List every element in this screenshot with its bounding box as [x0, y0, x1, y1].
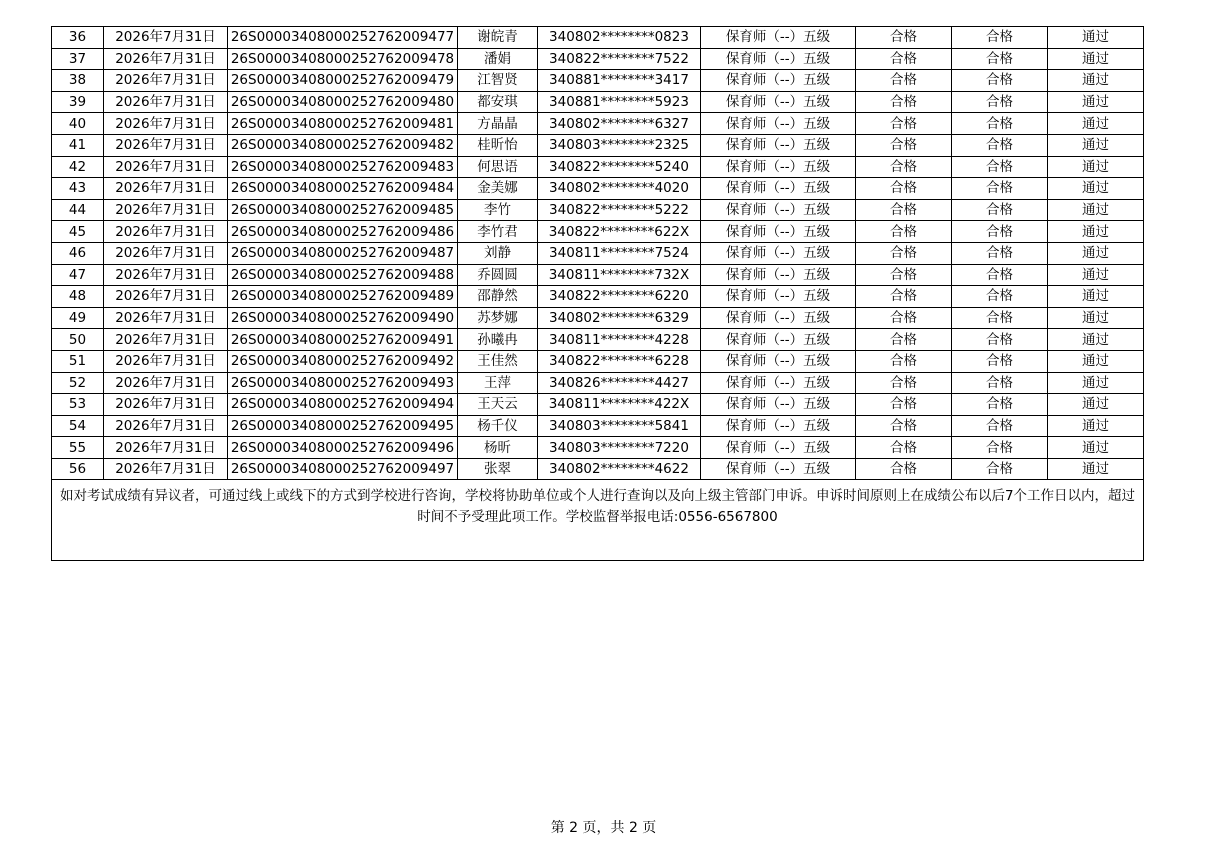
certificate-number-cell: 26S00003408000252762009489	[228, 286, 458, 308]
theory-result-cell: 合格	[856, 350, 952, 372]
overall-result-cell: 通过	[1048, 307, 1144, 329]
theory-result-cell: 合格	[856, 415, 952, 437]
exam-date-cell: 2026年7月31日	[104, 221, 228, 243]
exam-date-cell: 2026年7月31日	[104, 91, 228, 113]
row-number-cell: 50	[52, 329, 104, 351]
id-number-cell: 340802********6329	[538, 307, 701, 329]
overall-result-cell: 通过	[1048, 242, 1144, 264]
skill-result-cell: 合格	[952, 307, 1048, 329]
theory-result-cell: 合格	[856, 70, 952, 92]
occupation-level-cell: 保育师（--）五级	[701, 178, 856, 200]
exam-date-cell: 2026年7月31日	[104, 307, 228, 329]
overall-result-cell: 通过	[1048, 91, 1144, 113]
id-number-cell: 340803********5841	[538, 415, 701, 437]
exam-date-cell: 2026年7月31日	[104, 264, 228, 286]
id-number-cell: 340822********7522	[538, 48, 701, 70]
row-number-cell: 38	[52, 70, 104, 92]
theory-result-cell: 合格	[856, 48, 952, 70]
row-number-cell: 51	[52, 350, 104, 372]
id-number-cell: 340811********422X	[538, 394, 701, 416]
table-row	[52, 242, 1144, 264]
certificate-number-cell: 26S00003408000252762009482	[228, 134, 458, 156]
exam-date-cell: 2026年7月31日	[104, 415, 228, 437]
id-number-cell: 340826********4427	[538, 372, 701, 394]
skill-result-cell: 合格	[952, 27, 1048, 49]
skill-result-cell: 合格	[952, 199, 1048, 221]
certificate-number-cell: 26S00003408000252762009493	[228, 372, 458, 394]
id-number-cell: 340802********4020	[538, 178, 701, 200]
theory-result-cell: 合格	[856, 91, 952, 113]
theory-result-cell: 合格	[856, 264, 952, 286]
skill-result-cell: 合格	[952, 113, 1048, 135]
page-number-footer: 第 2 页，共 2 页	[550, 820, 657, 836]
exam-date-cell: 2026年7月31日	[104, 329, 228, 351]
table-row	[52, 372, 1144, 394]
id-number-cell: 340822********6228	[538, 350, 701, 372]
theory-result-cell: 合格	[856, 329, 952, 351]
candidate-name-cell: 都安琪	[458, 91, 538, 113]
id-number-cell: 340802********6327	[538, 113, 701, 135]
overall-result-cell: 通过	[1048, 372, 1144, 394]
table-row	[52, 286, 1144, 308]
occupation-level-cell: 保育师（--）五级	[701, 437, 856, 459]
row-number-cell: 56	[52, 458, 104, 480]
certificate-number-cell: 26S00003408000252762009480	[228, 91, 458, 113]
theory-result-cell: 合格	[856, 307, 952, 329]
row-number-cell: 41	[52, 134, 104, 156]
candidate-name-cell: 李竹	[458, 199, 538, 221]
certificate-number-cell: 26S00003408000252762009488	[228, 264, 458, 286]
certificate-number-cell: 26S00003408000252762009481	[228, 113, 458, 135]
table-row	[52, 178, 1144, 200]
theory-result-cell: 合格	[856, 394, 952, 416]
exam-date-cell: 2026年7月31日	[104, 113, 228, 135]
occupation-level-cell: 保育师（--）五级	[701, 70, 856, 92]
candidate-name-cell: 方晶晶	[458, 113, 538, 135]
id-number-cell: 340803********7220	[538, 437, 701, 459]
occupation-level-cell: 保育师（--）五级	[701, 27, 856, 49]
occupation-level-cell: 保育师（--）五级	[701, 91, 856, 113]
skill-result-cell: 合格	[952, 350, 1048, 372]
row-number-cell: 42	[52, 156, 104, 178]
table-row	[52, 27, 1144, 49]
row-number-cell: 36	[52, 27, 104, 49]
theory-result-cell: 合格	[856, 199, 952, 221]
occupation-level-cell: 保育师（--）五级	[701, 307, 856, 329]
overall-result-cell: 通过	[1048, 178, 1144, 200]
row-number-cell: 47	[52, 264, 104, 286]
overall-result-cell: 通过	[1048, 329, 1144, 351]
theory-result-cell: 合格	[856, 242, 952, 264]
id-number-cell: 340822********6220	[538, 286, 701, 308]
exam-date-cell: 2026年7月31日	[104, 70, 228, 92]
row-number-cell: 55	[52, 437, 104, 459]
candidate-name-cell: 王佳然	[458, 350, 538, 372]
table-row	[52, 113, 1144, 135]
overall-result-cell: 通过	[1048, 48, 1144, 70]
skill-result-cell: 合格	[952, 415, 1048, 437]
occupation-level-cell: 保育师（--）五级	[701, 221, 856, 243]
skill-result-cell: 合格	[952, 329, 1048, 351]
row-number-cell: 46	[52, 242, 104, 264]
theory-result-cell: 合格	[856, 178, 952, 200]
skill-result-cell: 合格	[952, 458, 1048, 480]
certificate-number-cell: 26S00003408000252762009496	[228, 437, 458, 459]
certificate-number-cell: 26S00003408000252762009478	[228, 48, 458, 70]
occupation-level-cell: 保育师（--）五级	[701, 48, 856, 70]
candidate-name-cell: 苏梦娜	[458, 307, 538, 329]
table-row	[52, 437, 1144, 459]
overall-result-cell: 通过	[1048, 394, 1144, 416]
table-row	[52, 458, 1144, 480]
occupation-level-cell: 保育师（--）五级	[701, 134, 856, 156]
occupation-level-cell: 保育师（--）五级	[701, 415, 856, 437]
row-number-cell: 49	[52, 307, 104, 329]
candidate-name-cell: 孙曦冉	[458, 329, 538, 351]
certificate-number-cell: 26S00003408000252762009490	[228, 307, 458, 329]
id-number-cell: 340802********4622	[538, 458, 701, 480]
occupation-level-cell: 保育师（--）五级	[701, 394, 856, 416]
certificate-number-cell: 26S00003408000252762009484	[228, 178, 458, 200]
certificate-number-cell: 26S00003408000252762009495	[228, 415, 458, 437]
skill-result-cell: 合格	[952, 70, 1048, 92]
candidate-name-cell: 邵静然	[458, 286, 538, 308]
id-number-cell: 340822********5240	[538, 156, 701, 178]
row-number-cell: 40	[52, 113, 104, 135]
id-number-cell: 340822********622X	[538, 221, 701, 243]
occupation-level-cell: 保育师（--）五级	[701, 350, 856, 372]
certificate-number-cell: 26S00003408000252762009491	[228, 329, 458, 351]
overall-result-cell: 通过	[1048, 286, 1144, 308]
overall-result-cell: 通过	[1048, 199, 1144, 221]
theory-result-cell: 合格	[856, 134, 952, 156]
overall-result-cell: 通过	[1048, 134, 1144, 156]
table-body	[52, 27, 1144, 480]
results-table	[51, 26, 1144, 561]
skill-result-cell: 合格	[952, 134, 1048, 156]
overall-result-cell: 通过	[1048, 113, 1144, 135]
table-row	[52, 307, 1144, 329]
id-number-cell: 340822********5222	[538, 199, 701, 221]
candidate-name-cell: 金美娜	[458, 178, 538, 200]
candidate-name-cell: 江智贤	[458, 70, 538, 92]
overall-result-cell: 通过	[1048, 70, 1144, 92]
theory-result-cell: 合格	[856, 27, 952, 49]
candidate-name-cell: 刘静	[458, 242, 538, 264]
candidate-name-cell: 乔圆圆	[458, 264, 538, 286]
occupation-level-cell: 保育师（--）五级	[701, 113, 856, 135]
skill-result-cell: 合格	[952, 242, 1048, 264]
exam-date-cell: 2026年7月31日	[104, 350, 228, 372]
row-number-cell: 44	[52, 199, 104, 221]
id-number-cell: 340802********0823	[538, 27, 701, 49]
skill-result-cell: 合格	[952, 264, 1048, 286]
exam-date-cell: 2026年7月31日	[104, 394, 228, 416]
skill-result-cell: 合格	[952, 91, 1048, 113]
id-number-cell: 340803********2325	[538, 134, 701, 156]
table-row	[52, 221, 1144, 243]
overall-result-cell: 通过	[1048, 27, 1144, 49]
overall-result-cell: 通过	[1048, 437, 1144, 459]
skill-result-cell: 合格	[952, 437, 1048, 459]
row-number-cell: 43	[52, 178, 104, 200]
skill-result-cell: 合格	[952, 372, 1048, 394]
exam-date-cell: 2026年7月31日	[104, 178, 228, 200]
skill-result-cell: 合格	[952, 156, 1048, 178]
candidate-name-cell: 谢皖青	[458, 27, 538, 49]
occupation-level-cell: 保育师（--）五级	[701, 242, 856, 264]
exam-date-cell: 2026年7月31日	[104, 458, 228, 480]
certificate-number-cell: 26S00003408000252762009486	[228, 221, 458, 243]
skill-result-cell: 合格	[952, 178, 1048, 200]
row-number-cell: 54	[52, 415, 104, 437]
overall-result-cell: 通过	[1048, 458, 1144, 480]
exam-date-cell: 2026年7月31日	[104, 437, 228, 459]
occupation-level-cell: 保育师（--）五级	[701, 372, 856, 394]
occupation-level-cell: 保育师（--）五级	[701, 286, 856, 308]
table-row	[52, 70, 1144, 92]
table-row	[52, 350, 1144, 372]
table-row	[52, 394, 1144, 416]
exam-date-cell: 2026年7月31日	[104, 199, 228, 221]
appeal-notice: 如对考试成绩有异议者，可通过线上或线下的方式到学校进行咨询，学校将协助单位或个人进行查询以及向上级主管部门申诉。申诉时间原则上在成绩公布以后7个工作日以内，超过时间不予受理此项工作。学校监督举报电话:0556-6567800	[52, 480, 1144, 561]
id-number-cell: 340811********7524	[538, 242, 701, 264]
candidate-name-cell: 王萍	[458, 372, 538, 394]
candidate-name-cell: 潘娟	[458, 48, 538, 70]
overall-result-cell: 通过	[1048, 415, 1144, 437]
row-number-cell: 52	[52, 372, 104, 394]
theory-result-cell: 合格	[856, 113, 952, 135]
id-number-cell: 340811********732X	[538, 264, 701, 286]
exam-date-cell: 2026年7月31日	[104, 242, 228, 264]
occupation-level-cell: 保育师（--）五级	[701, 156, 856, 178]
exam-date-cell: 2026年7月31日	[104, 156, 228, 178]
candidate-name-cell: 王天云	[458, 394, 538, 416]
candidate-name-cell: 杨千仪	[458, 415, 538, 437]
certificate-number-cell: 26S00003408000252762009483	[228, 156, 458, 178]
row-number-cell: 48	[52, 286, 104, 308]
occupation-level-cell: 保育师（--）五级	[701, 264, 856, 286]
row-number-cell: 53	[52, 394, 104, 416]
candidate-name-cell: 桂昕怡	[458, 134, 538, 156]
certificate-number-cell: 26S00003408000252762009492	[228, 350, 458, 372]
overall-result-cell: 通过	[1048, 264, 1144, 286]
candidate-name-cell: 何思语	[458, 156, 538, 178]
candidate-name-cell: 李竹君	[458, 221, 538, 243]
id-number-cell: 340881********5923	[538, 91, 701, 113]
candidate-name-cell: 杨昕	[458, 437, 538, 459]
overall-result-cell: 通过	[1048, 156, 1144, 178]
exam-date-cell: 2026年7月31日	[104, 372, 228, 394]
skill-result-cell: 合格	[952, 221, 1048, 243]
table-row	[52, 264, 1144, 286]
occupation-level-cell: 保育师（--）五级	[701, 329, 856, 351]
table-row	[52, 415, 1144, 437]
exam-date-cell: 2026年7月31日	[104, 134, 228, 156]
occupation-level-cell: 保育师（--）五级	[701, 199, 856, 221]
exam-date-cell: 2026年7月31日	[104, 27, 228, 49]
certificate-number-cell: 26S00003408000252762009494	[228, 394, 458, 416]
exam-date-cell: 2026年7月31日	[104, 48, 228, 70]
row-number-cell: 45	[52, 221, 104, 243]
theory-result-cell: 合格	[856, 458, 952, 480]
theory-result-cell: 合格	[856, 286, 952, 308]
table-row	[52, 199, 1144, 221]
theory-result-cell: 合格	[856, 372, 952, 394]
certificate-number-cell: 26S00003408000252762009485	[228, 199, 458, 221]
row-number-cell: 37	[52, 48, 104, 70]
table-row	[52, 91, 1144, 113]
certificate-number-cell: 26S00003408000252762009497	[228, 458, 458, 480]
skill-result-cell: 合格	[952, 48, 1048, 70]
table-row	[52, 329, 1144, 351]
skill-result-cell: 合格	[952, 394, 1048, 416]
certificate-number-cell: 26S00003408000252762009487	[228, 242, 458, 264]
theory-result-cell: 合格	[856, 221, 952, 243]
candidate-name-cell: 张翠	[458, 458, 538, 480]
skill-result-cell: 合格	[952, 286, 1048, 308]
occupation-level-cell: 保育师（--）五级	[701, 458, 856, 480]
theory-result-cell: 合格	[856, 437, 952, 459]
table-row	[52, 48, 1144, 70]
exam-date-cell: 2026年7月31日	[104, 286, 228, 308]
id-number-cell: 340881********3417	[538, 70, 701, 92]
certificate-number-cell: 26S00003408000252762009479	[228, 70, 458, 92]
table-row	[52, 156, 1144, 178]
row-number-cell: 39	[52, 91, 104, 113]
certificate-number-cell: 26S00003408000252762009477	[228, 27, 458, 49]
notice-row	[52, 480, 1144, 561]
overall-result-cell: 通过	[1048, 221, 1144, 243]
theory-result-cell: 合格	[856, 156, 952, 178]
overall-result-cell: 通过	[1048, 350, 1144, 372]
table-row	[52, 134, 1144, 156]
id-number-cell: 340811********4228	[538, 329, 701, 351]
